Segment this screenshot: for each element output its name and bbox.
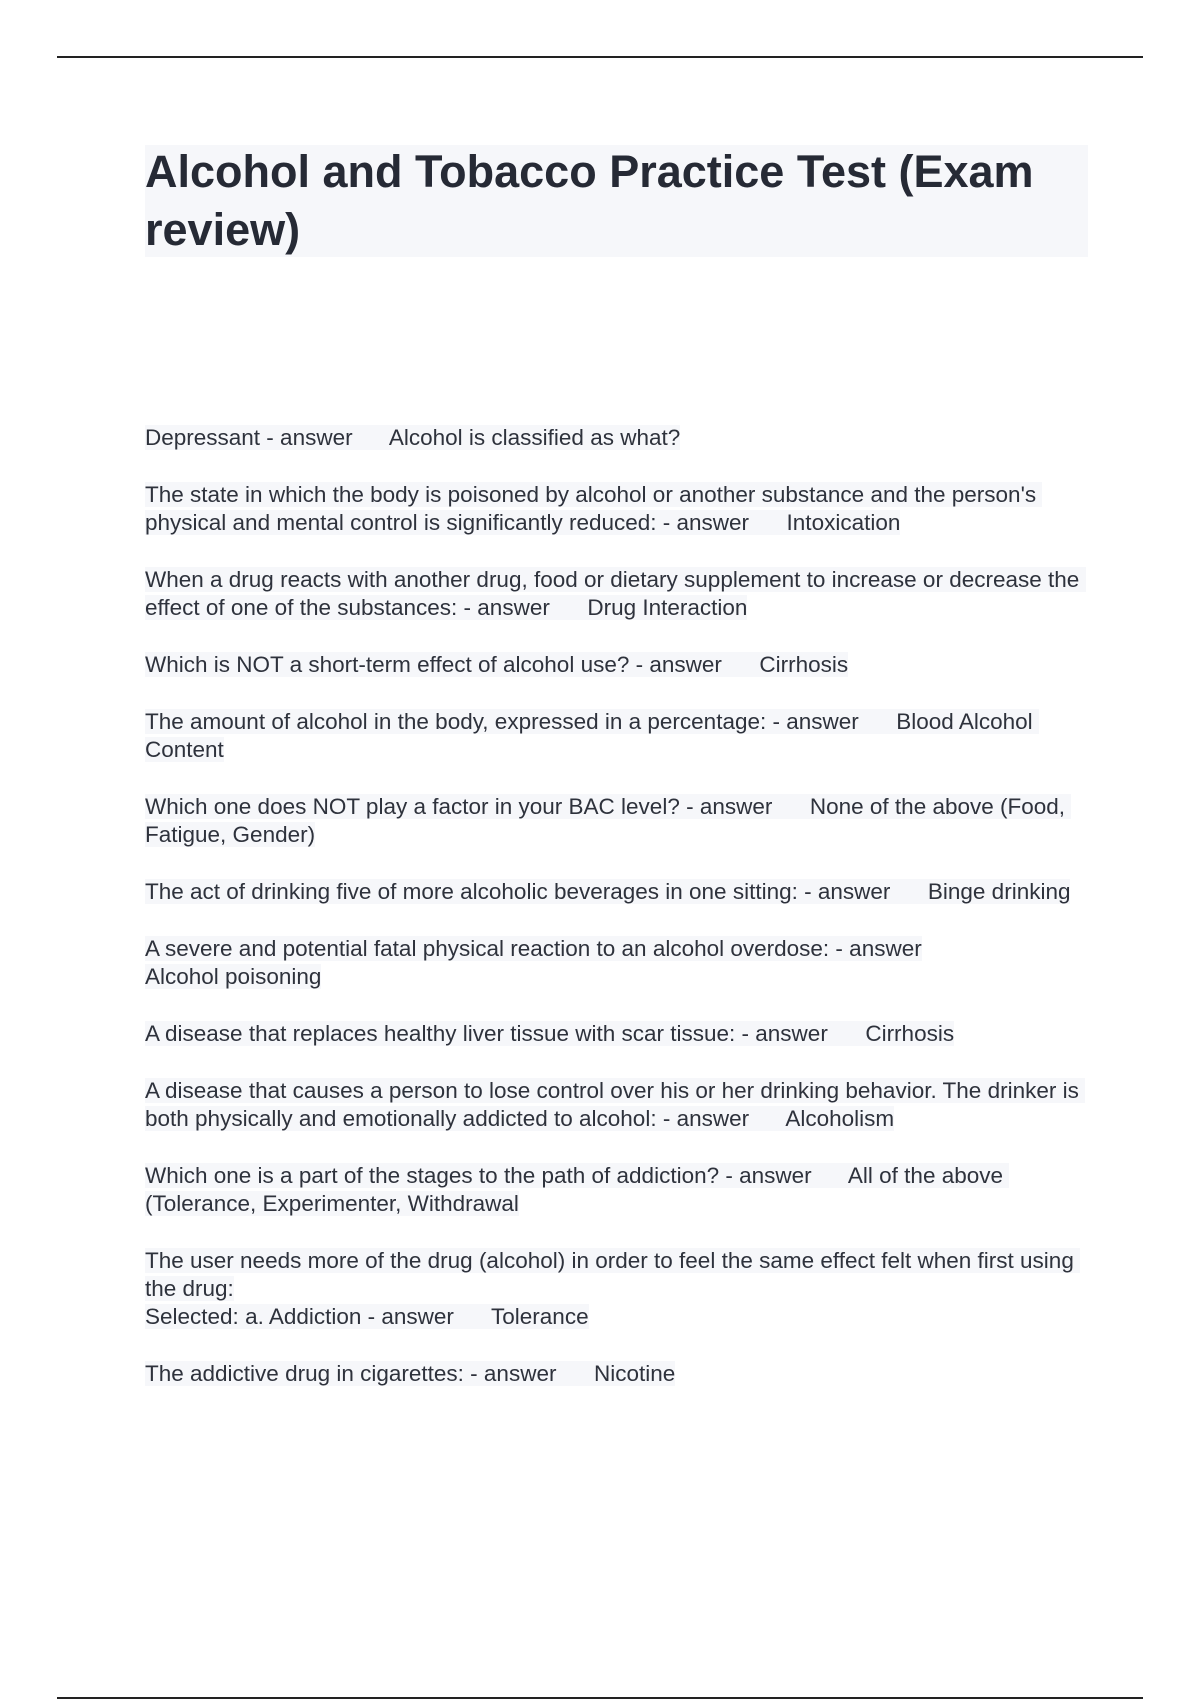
qa-text: The state in which the body is poisoned by alcohol or another substance and the person's physical and mental control is significantly reduced: - answer Intoxication [145,482,1043,535]
qa-text: A disease that replaces healthy liver tissue with scar tissue: - answer Cirrhosis [145,1021,955,1046]
qa-item-8 [145,935,1085,991]
qa-item-11 [145,1162,1085,1218]
qa-item-5 [145,708,1085,764]
qa-item-4 [145,651,1085,679]
qa-text: A disease that causes a person to lose control over his or her drinking behavior. The drinker is both physically and emotionally addicted to alcohol: - answer Alcoholism [145,1078,1086,1131]
qa-text: The addictive drug in cigarettes: - answer Nicotine [145,1361,676,1386]
qa-item-1 [145,424,1085,452]
qa-item-2 [145,481,1085,537]
qa-text: Depressant - answer Alcohol is classified as what? [145,425,681,450]
qa-text: Which one does NOT play a factor in your BAC level? - answer None of the above (Food, Fatigue, Gender) [145,794,1072,847]
qa-item-13 [145,1360,1085,1388]
qa-list [145,424,1085,1417]
qa-text: The amount of alcohol in the body, expressed in a percentage: - answer Blood Alcohol Content [145,709,1039,762]
qa-text: The user needs more of the drug (alcohol) in order to feel the same effect felt when first using the drug: Selected: a. Addiction - answer Tolerance [145,1248,1080,1329]
qa-text: A severe and potential fatal physical reaction to an alcohol overdose: - answer Alcohol poisoning [145,936,922,989]
qa-item-12 [145,1247,1085,1331]
qa-item-9 [145,1020,1085,1048]
document-title: Alcohol and Tobacco Practice Test (Exam review) [145,146,1034,255]
qa-text: Which is NOT a short-term effect of alcohol use? - answer Cirrhosis [145,652,849,677]
qa-item-10 [145,1077,1085,1133]
qa-text: When a drug reacts with another drug, food or dietary supplement to increase or decrease the effect of one of the substances: - answer Drug Interaction [145,567,1086,620]
qa-item-6 [145,793,1085,849]
qa-text: Which one is a part of the stages to the path of addiction? - answer All of the above (Tolerance, Experimenter, Withdrawal [145,1163,1010,1216]
qa-item-7 [145,878,1085,906]
bottom-rule [57,1697,1143,1699]
top-rule [57,56,1143,58]
qa-item-3 [145,566,1085,622]
qa-text: The act of drinking five of more alcoholic beverages in one sitting: - answer Binge drinking [145,879,1071,904]
